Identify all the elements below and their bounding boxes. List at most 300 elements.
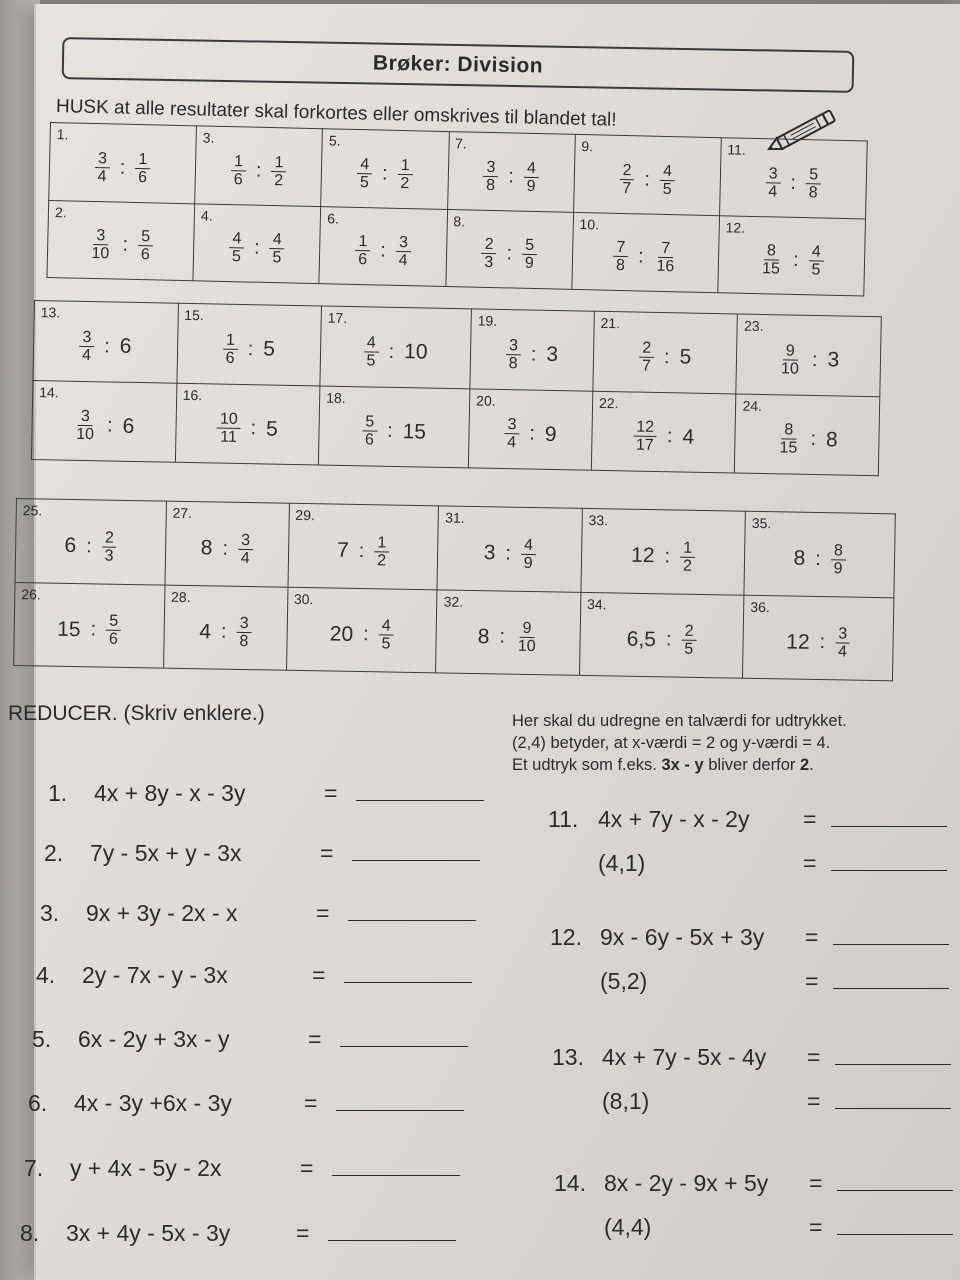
fraction [357,156,373,191]
exercise-cell [163,585,287,671]
whole-number: 6 [64,534,77,558]
denominator: 4 [507,434,517,452]
exercise-number: 28. [170,588,191,605]
denominator: 9 [524,255,534,273]
title-text: Brøker: Division [372,51,544,78]
fraction [680,539,696,574]
numerator: 1 [223,331,238,349]
fraction [521,537,537,572]
denominator: 4 [768,183,778,201]
equals-sign: = [300,1155,314,1181]
exercise-cell [15,499,166,585]
equals-sign: = [304,1090,318,1116]
division-expression [357,156,413,192]
answer-blank[interactable] [332,1161,460,1176]
point-values: (4,1) [598,850,646,876]
division-sign: : [386,420,393,443]
item-number: 12. [550,924,582,950]
reduce-item [36,962,472,989]
exercise-cell [165,501,289,587]
division-expression [73,408,135,444]
denominator: 10 [780,360,799,378]
answer-blank[interactable] [340,1032,468,1047]
exercise-cell [319,206,447,286]
numerator: 4 [521,537,536,555]
exercise-cell [193,203,321,283]
division-expression [363,334,427,370]
fraction [619,162,635,197]
equals-sign: = [324,780,338,806]
numerator: 2 [619,162,634,180]
denominator: 4 [837,643,848,661]
item-expression: 4x + 8y - x - 3y [94,780,246,806]
fraction [633,419,657,454]
instruction-note: HUSK at alle resultater skal forkortes eller omskrives til blandet tal! [55,96,617,131]
numerator: 4 [660,163,675,181]
fraction [236,615,252,650]
whole-number: 3 [483,541,496,565]
exercise-cell [470,309,594,391]
numerator: 4 [809,244,824,262]
exercise-number: 8. [453,212,466,229]
numerator: 5 [106,613,121,631]
whole-number: 3 [546,343,559,367]
answer-blank[interactable] [837,1176,953,1191]
equals-sign: = [807,1088,821,1114]
denominator: 5 [684,640,694,659]
fraction [216,411,240,446]
exercise-cell [286,587,437,673]
whole-number: 5 [265,417,279,441]
numerator: 3 [78,408,93,426]
numerator: 3 [835,626,850,644]
item-number: 14. [554,1170,586,1196]
equals-sign: = [803,850,817,876]
division-expression [57,612,121,648]
whole-number: 6 [119,334,132,359]
answer-blank[interactable] [831,856,947,871]
numerator: 8 [764,242,779,260]
numerator: 2 [682,623,697,641]
answer-blank[interactable] [348,906,476,921]
exercise-cell [33,301,178,383]
denominator: 5 [359,173,370,191]
item-number: 7. [24,1155,44,1181]
exercise-number: 36. [750,598,770,615]
fraction [362,414,378,449]
exercise-number: 33. [588,511,609,529]
denominator: 17 [635,436,654,455]
reduce-item [24,1155,460,1182]
fraction [659,163,675,198]
exercise-number: 20. [475,392,496,409]
equals-sign: = [296,1220,310,1246]
fraction [229,230,245,265]
denominator: 11 [220,428,238,447]
division-expression [199,614,252,650]
fraction [523,160,539,195]
numerator: 3 [766,165,781,183]
exercise-cell [31,380,176,462]
numerator: 2 [482,236,497,254]
whole-number: 5 [679,345,692,369]
answer-blank[interactable] [833,930,949,945]
fraction [481,236,497,271]
denominator: 5 [662,180,672,198]
denominator: 7 [641,357,652,375]
division-expression [64,529,117,565]
division-sign: : [253,236,260,260]
division-sign: : [663,345,670,368]
numerator: 3 [237,615,252,633]
division-sign: : [499,625,506,648]
division-expression [506,337,559,373]
item-number: 6. [28,1090,48,1116]
division-sign: : [530,343,537,366]
exercise-cell [320,306,471,388]
fraction [778,342,802,377]
denominator: 6 [225,349,235,367]
item-expression: y + 4x - 5y - 2x [70,1155,222,1181]
fraction [483,159,499,194]
answer-blank[interactable] [356,786,484,801]
whole-number: 10 [403,340,428,364]
numerator: 5 [362,414,377,432]
fraction [806,166,822,201]
answer-blank[interactable] [328,1226,456,1241]
denominator: 5 [231,248,242,266]
numerator: 3 [506,337,521,355]
reduce-item [20,1220,456,1247]
fraction [238,532,254,567]
item-expression: 7y - 5x + y - 3x [90,840,242,866]
denominator: 6 [357,251,368,269]
fraction [522,237,538,272]
division-sign: : [819,631,826,654]
division-expression [329,617,393,653]
division-expression [222,331,275,367]
division-expression [786,625,850,661]
whole-number: 8 [477,624,490,649]
fraction [88,227,113,263]
exercise-cell [581,508,746,594]
division-sign: : [380,239,387,262]
item-number: 4. [36,962,56,988]
evaluate-item [550,924,949,951]
fraction [639,339,655,374]
exercise-number: 19. [477,312,498,329]
exercise-cell [288,503,439,589]
exercise-cell [176,303,321,385]
denominator: 10 [517,638,536,656]
equals-sign: = [807,1044,821,1070]
division-expression [639,339,692,375]
division-sign: : [106,414,113,437]
denominator: 2 [682,557,692,575]
fraction [506,337,522,372]
point-values: (4,4) [604,1214,652,1240]
exercise-cell [593,311,738,393]
exercise-number: 5. [328,132,341,149]
denominator: 2 [274,171,284,190]
numerator: 3 [238,532,253,550]
numerator: 8 [831,542,846,560]
evaluate-item [548,806,947,833]
exercise-cell [735,393,880,475]
exercise-cell [175,383,320,465]
division-expression [613,239,678,275]
fraction [395,234,411,269]
exercise-cell [579,592,744,678]
division-sign: : [103,335,110,358]
answer-blank[interactable] [837,1220,953,1235]
denominator: 6 [108,630,119,649]
denominator: 15 [761,260,781,278]
denominator: 6 [364,431,375,449]
fraction [397,157,413,192]
whole-number: 15 [57,617,81,641]
exercise-number: 35. [751,514,772,532]
division-expression [337,533,390,569]
exercise-number: 13. [40,304,61,321]
item-number: 5. [32,1026,52,1052]
division-expression [481,236,537,272]
fraction [808,244,824,279]
denominator: 6 [140,246,150,264]
exercise-number: 21. [600,314,621,332]
whole-number: 8 [200,536,213,560]
numerator: 5 [138,228,153,246]
table-row [14,582,894,681]
exercise-number: 4. [200,206,213,224]
numerator: 3 [93,227,108,245]
numerator: 1 [271,154,286,172]
exercise-cell [718,215,866,296]
division-expression [79,329,132,365]
evaluate-instructions [512,710,922,776]
exercise-number: 11. [727,141,746,158]
division-expression [778,342,840,378]
division-sign: : [790,171,797,194]
exercise-cell [572,212,720,293]
exercise-number: 23. [743,317,764,335]
exercise-cell [14,582,165,668]
exercise-number: 32. [443,592,464,610]
fraction [378,618,394,653]
answer-blank[interactable] [352,846,480,861]
item-number: 8. [20,1220,40,1246]
exercise-cell [321,129,449,209]
division-expression [626,622,696,658]
exercise-cell [719,138,867,219]
reduce-item [32,1026,468,1053]
division-sign: : [90,618,97,641]
numerator: 1 [231,153,246,171]
intro-text: . [809,756,814,774]
numerator: 1 [374,534,389,552]
denominator: 5 [366,352,376,370]
intro-line: Her skal du udregne en talværdi for udtrykket. [512,712,847,730]
denominator: 2 [377,552,387,570]
whole-number: 12 [786,630,810,654]
fraction [830,542,846,577]
reduce-item [44,840,480,867]
denominator: 2 [400,174,410,192]
intro-text: bliver derfor [703,756,800,774]
denominator: 9 [523,554,533,572]
denominator: 4 [97,167,107,186]
fraction [835,626,851,661]
denominator: 8 [239,633,249,651]
numerator: 2 [102,529,117,547]
division-sign: : [505,542,512,565]
denominator: 8 [508,354,518,373]
item-number: 11. [548,806,579,832]
answer-blank[interactable] [831,812,947,827]
whole-number: 12 [630,543,655,568]
fraction [681,623,697,658]
division-expression [631,538,695,574]
fraction [759,242,784,278]
reduce-item [40,900,476,927]
fraction [73,408,97,443]
denominator: 3 [104,547,114,565]
division-sign: : [637,245,644,268]
division-expression [94,150,150,186]
reduce-item [28,1090,464,1117]
exercise-number: 16. [182,386,203,403]
division-sign: : [220,620,227,643]
item-number: 13. [552,1044,584,1070]
intro-line: (2,4) betyder, at x-værdi = 2 og y-værdi = 4. [512,734,831,752]
denominator: 9 [833,560,843,578]
whole-number: 6,5 [626,627,657,651]
whole-number: 7 [336,538,349,563]
intro-example-result: 2 [799,756,810,774]
denominator: 8 [615,257,626,275]
exercise-number: 14. [39,383,59,400]
whole-by-fraction-table [13,498,896,681]
numerator: 4 [229,230,244,248]
exercise-cell [744,511,895,597]
numerator: 5 [806,166,821,184]
fraction [374,534,390,569]
denominator: 4 [398,252,408,270]
denominator: 10 [91,245,110,263]
division-sign: : [529,422,536,445]
fraction [355,233,371,268]
item-expression: 4x - 3y +6x - 3y [74,1090,232,1116]
division-sign: : [255,159,262,182]
answer-blank[interactable] [835,1050,951,1065]
fraction [94,150,110,185]
fraction [363,334,379,369]
fraction [271,154,287,189]
fraction [106,613,122,648]
fraction-by-whole-table [31,300,882,476]
numerator: 3 [396,234,411,252]
evaluate-item [554,1170,953,1197]
answer-blank[interactable] [835,1094,951,1109]
point-values: (8,1) [602,1088,650,1114]
evaluate-point-row [554,1214,953,1241]
exercise-number: 3. [202,129,215,146]
division-expression [483,159,539,195]
item-expression: 4x + 7y - x - 2y [598,806,750,832]
equals-sign: = [809,1214,823,1240]
denominator: 7 [622,179,632,197]
exercise-cell [743,595,894,681]
fraction [765,165,781,200]
denominator: 4 [240,549,250,567]
exercise-number: 9. [581,138,594,155]
exercise-number: 22. [598,394,619,411]
denominator: 9 [526,177,536,195]
division-sign: : [358,539,365,562]
exercise-number: 27. [172,504,193,522]
whole-number: 5 [263,337,276,361]
exercise-cell [447,132,575,212]
answer-blank[interactable] [344,968,472,983]
table-row [31,380,879,476]
fraction [138,228,154,263]
exercise-number: 26. [21,585,41,602]
division-expression [776,422,838,458]
division-expression [231,153,287,189]
exercise-cell [591,391,736,473]
answer-blank[interactable] [833,974,949,989]
fraction [776,422,800,457]
division-expression [619,162,675,198]
numerator: 7 [613,239,628,257]
table-row [15,499,895,598]
numerator: 1 [398,157,413,175]
denominator: 5 [381,635,391,653]
item-expression: 2y - 7x - y - 3x [82,962,228,988]
equals-sign: = [316,900,330,926]
division-sign: : [665,628,672,651]
division-sign: : [792,249,799,272]
numerator: 3 [79,329,94,347]
division-expression [216,411,278,447]
answer-blank[interactable] [336,1096,464,1111]
whole-number: 15 [402,419,427,444]
item-expression: 4x + 7y - 5x - 4y [602,1044,767,1070]
numerator: 3 [483,159,498,177]
numerator: 12 [633,419,657,437]
numerator: 4 [270,231,285,249]
division-expression [477,619,539,655]
division-sign: : [810,428,817,451]
numerator: 9 [519,620,534,638]
division-sign: : [811,348,818,371]
intro-text: Et udtryk som f.eks. [512,756,662,774]
exercise-cell [445,209,573,289]
exercise-number: 10. [579,215,600,232]
numerator: 3 [504,416,519,434]
exercise-number: 29. [295,506,315,524]
whole-number: 8 [793,546,806,571]
division-sign: : [122,233,129,257]
exercise-number: 17. [327,309,348,327]
whole-number: 4 [199,619,212,644]
division-expression [362,414,426,450]
denominator: 8 [808,183,818,202]
fraction [653,240,678,276]
exercise-number: 18. [326,389,346,406]
evaluate-item [552,1044,951,1071]
division-expression [355,233,411,269]
